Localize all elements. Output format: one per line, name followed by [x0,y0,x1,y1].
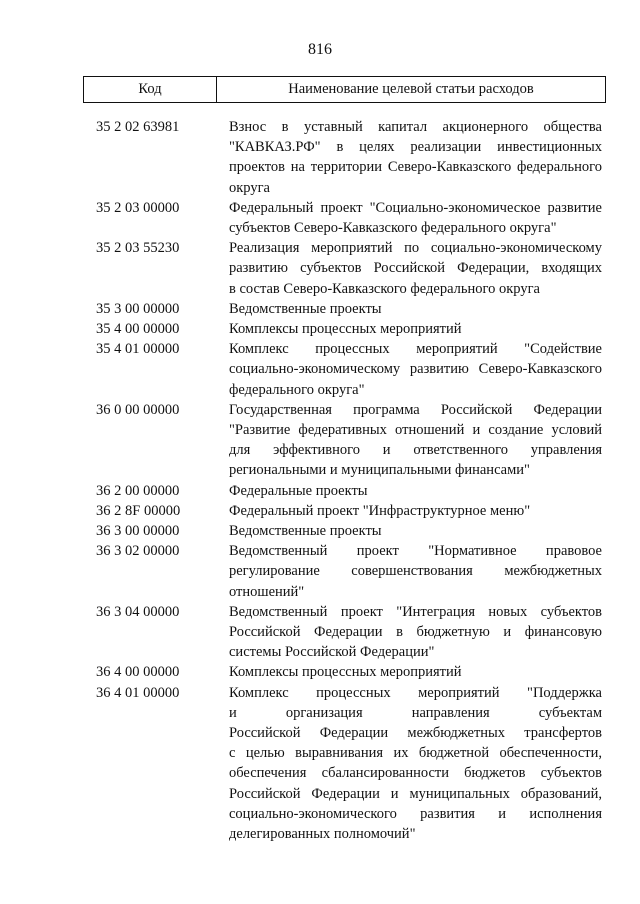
row-code: 36 3 04 00000 [96,603,180,620]
description-line: отношений" [229,583,305,600]
column-header-name: Наименование целевой статьи расходов [288,81,534,97]
row-description [229,198,602,238]
row-description [229,319,602,339]
row-description [229,683,602,845]
description-line: системы Российской Федерации" [229,644,435,661]
row-description [229,662,602,682]
description-line: Комплексы процессных мероприятий [229,321,462,337]
description-line: "КАВКАЗ.РФ" в целях реализации инвестиционных [229,139,602,156]
row-description [229,602,602,663]
description-line: региональными и муниципальными финансами" [229,462,530,479]
row-description [229,481,602,501]
description-line: Российской Федерации и муниципальных образований, [229,785,602,802]
page-number: 816 [308,41,332,58]
description-line: "Развитие федеративных отношений и создание условий [229,421,602,438]
description-line: Взнос в уставный капитал акционерного общества [229,119,602,135]
description-line: Ведомственные проекты [229,523,382,539]
description-line: делегированных полномочий" [229,825,416,842]
row-code: 36 4 00 00000 [96,664,180,681]
description-line: Федеральный проект "Инфраструктурное меню" [229,502,531,519]
row-code: 36 4 01 00000 [96,684,180,701]
row-code: 36 3 02 00000 [96,543,180,560]
row-code: 35 4 00 00000 [96,321,180,337]
row-code: 36 0 00 00000 [96,401,180,418]
description-line: Комплексы процессных мероприятий [229,664,462,681]
description-line: Федеральные проекты [229,482,368,499]
description-line: Ведомственный проект "Интеграция новых субъектов [229,603,602,620]
description-line: проектов на территории Северо-Кавказского федерального [229,159,602,176]
row-description [229,521,602,541]
row-description [229,501,602,521]
description-line: Федеральный проект "Социально-экономическое развитие [229,199,602,216]
description-line: субъектов Северо-Кавказского федерального округа" [229,219,557,236]
description-line: социально-экономическому развитию Северо-Кавказского [229,361,602,378]
row-description [229,238,602,299]
row-code: 36 2 00 00000 [96,482,180,499]
row-description [229,400,602,481]
description-line: Комплекс процессных мероприятий "Содействие [229,341,602,358]
description-line: Реализация мероприятий по социально-экономическому [229,240,602,257]
description-line: Ведомственный проект "Нормативное правовое [229,543,602,560]
row-code: 35 2 02 63981 [96,119,180,135]
description-line: Государственная программа Российской Федерации [229,401,602,418]
description-line: округа [229,179,270,196]
description-line: Ведомственные проекты [229,300,382,317]
row-description [229,541,602,602]
row-code: 36 2 8F 00000 [96,502,181,519]
row-code: 35 4 01 00000 [96,341,180,358]
row-description [229,339,602,400]
row-code: 35 2 03 00000 [96,199,180,216]
table-header [83,76,606,103]
description-line: развитию субъектов Российской Федерации, входящих [229,260,602,277]
row-description [229,117,602,198]
row-code: 36 3 00 00000 [96,523,180,539]
description-line: Комплекс процессных мероприятий "Поддержка [229,684,602,701]
description-line: в состав Северо-Кавказского федерального округа [229,280,540,297]
description-line: Российской Федерации в бюджетную и финансовую [229,623,602,640]
description-line: для эффективного и ответственного управления [229,442,602,459]
column-header-code: Код [84,77,217,102]
description-line: обеспечения сбалансированности бюджетов субъектов [229,765,602,782]
row-code: 35 3 00 00000 [96,300,180,317]
description-line: регулирование совершенствования межбюджетных [229,563,602,580]
description-line: федерального округа" [229,381,365,398]
row-code: 35 2 03 55230 [96,240,180,257]
description-line: и организация направления субъектам [229,704,602,721]
description-line: Российской Федерации межбюджетных трансфертов [229,724,602,741]
description-line: с целью выравнивания их бюджетной обеспеченности, [229,745,602,762]
row-description [229,299,602,319]
description-line: социально-экономического развития и исполнения [229,805,602,822]
